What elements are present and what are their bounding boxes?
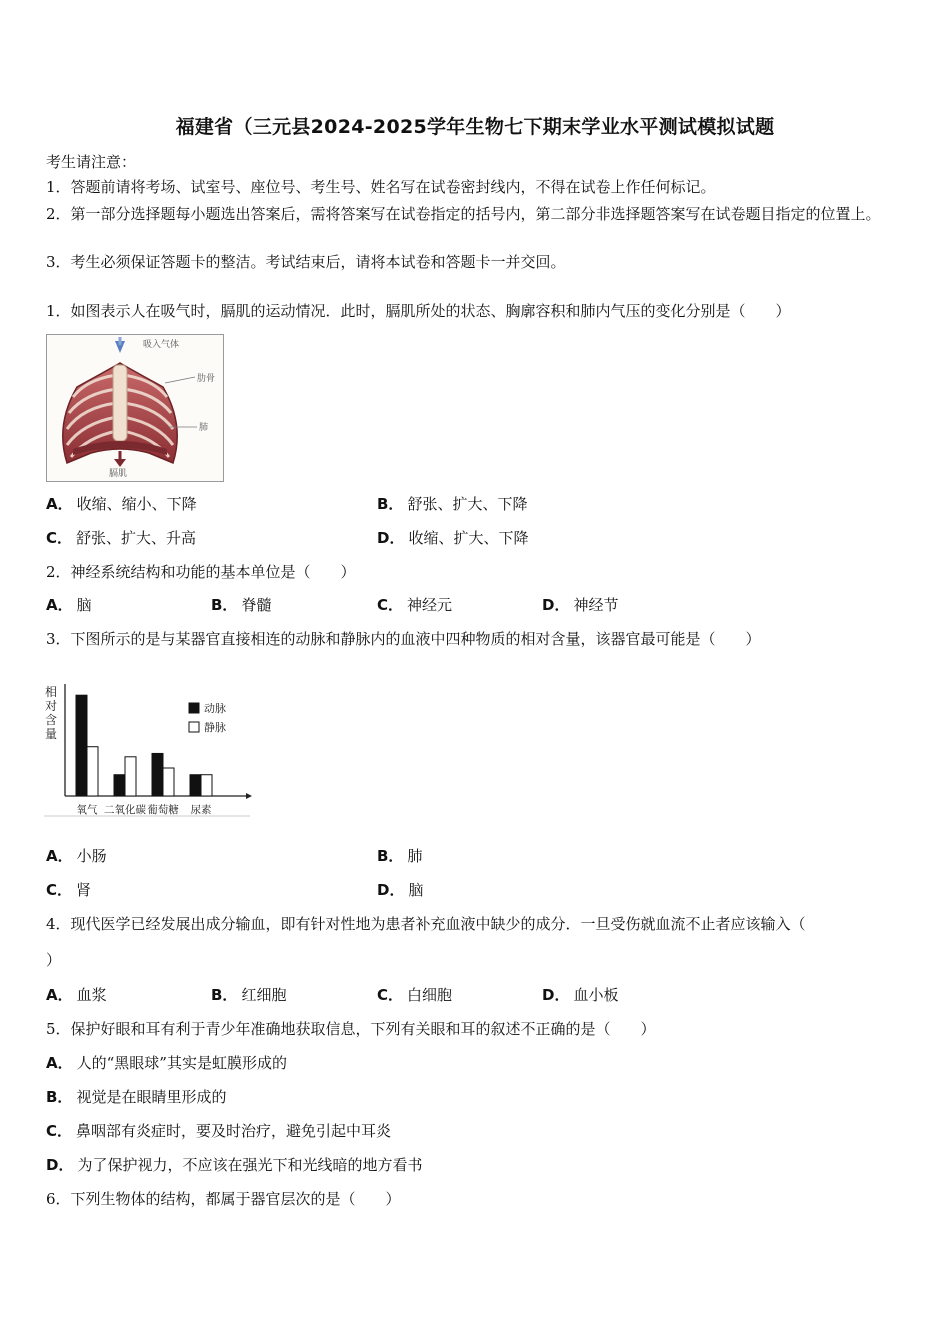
notice-item-3: 3．考生必须保证答题卡的整洁。考试结束后，请将本试卷和答题卡一并交回。 xyxy=(46,253,566,271)
notice-heading: 考生请注意： xyxy=(46,153,137,171)
q3-option-a: A． 小肠 xyxy=(46,847,107,865)
bar-artery-2 xyxy=(152,753,163,796)
bar-artery-1 xyxy=(114,775,125,796)
label-rib: 肋骨 xyxy=(197,374,216,384)
q4-option-b: B． 红细胞 xyxy=(211,986,287,1004)
legend xyxy=(189,701,226,734)
q1-option-c: C． 舒张、扩大、升高 xyxy=(46,529,197,547)
legend-swatch-vein xyxy=(189,722,199,732)
q2-option-d: D． 神经节 xyxy=(542,596,619,614)
q4-stem: 4．现代医学已经发展出成分输血，即有针对性地为患者补充血液中缺少的成分．一旦受伤就血流不止者应该输入（ xyxy=(46,915,806,933)
category-label-2: 葡萄糖 xyxy=(147,804,179,816)
legend-label-artery: 动脉 xyxy=(204,702,226,715)
q5-option-c: C． 鼻咽部有炎症时，要及时治疗，避免引起中耳炎 xyxy=(46,1122,392,1140)
q3-option-d: D． 脑 xyxy=(377,881,424,899)
q5-option-a: A． 人的“黑眼球”其实是虹膜形成的 xyxy=(46,1054,287,1072)
q3-option-c: C． 肾 xyxy=(46,881,92,899)
q6-stem: 6．下列生物体的结构，都属于器官层次的是（ ） xyxy=(46,1190,401,1208)
q3-option-b: B． 肺 xyxy=(377,847,423,865)
notice-item-1: 1．答题前请将考场、试室号、座位号、考生号、姓名写在试卷密封线内，不得在试卷上作任何标记。 xyxy=(46,178,716,196)
label-lung: 肺 xyxy=(199,423,209,433)
q1-option-a: A． 收缩、缩小、下降 xyxy=(46,495,197,513)
q3-stem: 3．下图所示的是与某器官直接相连的动脉和静脉内的血液中四种物质的相对含量，该器官最可能是（ ） xyxy=(46,630,761,648)
y-label-char-3: 量 xyxy=(44,727,58,741)
q5-option-d: D． 为了保护视力，不应该在强光下和光线暗的地方看书 xyxy=(46,1156,423,1174)
q2-option-b: B． 脊髓 xyxy=(211,596,272,614)
legend-swatch-artery xyxy=(189,703,199,713)
bar-artery-0 xyxy=(76,695,87,796)
q4-option-c: C． 白细胞 xyxy=(377,986,453,1004)
x-axis-arrow-icon xyxy=(246,793,252,799)
q4-option-d: D． 血小板 xyxy=(542,986,619,1004)
y-label-char-2: 含 xyxy=(44,713,58,727)
label-diaphragm: 膈肌 xyxy=(109,469,128,479)
q4-stem-end: ） xyxy=(46,951,62,969)
ribcage-illustration xyxy=(47,335,223,481)
legend-label-vein: 静脉 xyxy=(204,721,226,734)
y-axis-label xyxy=(45,684,57,741)
category-label-0: 氧气 xyxy=(76,804,98,816)
y-label-char-1: 对 xyxy=(44,699,58,713)
diaphragm-down-arrow-icon xyxy=(114,459,126,467)
category-labels xyxy=(77,803,212,816)
bar-vein-3 xyxy=(201,775,212,796)
q2-option-a: A． 脑 xyxy=(46,596,92,614)
q2-option-c: C． 神经元 xyxy=(377,596,453,614)
notice-item-2: 2．第一部分选择题每小题选出答案后，需将答案写在试卷指定的括号内，第二部分非选择题答案写在试卷题目指定的位置上。 xyxy=(46,205,881,223)
q4-option-a: A． 血浆 xyxy=(46,986,107,1004)
q2-stem: 2．神经系统结构和功能的基本单位是（ ） xyxy=(46,563,356,581)
q1-option-d: D． 收缩、扩大、下降 xyxy=(377,529,529,547)
bar-vein-1 xyxy=(125,757,136,796)
page-title: 福建省（三元县2024-2025学年生物七下期末学业水平测试模拟试题 xyxy=(175,116,775,138)
bar-vein-0 xyxy=(87,747,98,796)
bar-vein-2 xyxy=(163,768,174,796)
q1-stem: 1．如图表示人在吸气时，膈肌的运动情况．此时，膈肌所处的状态、胸廓容积和肺内气压的变化分别是（ ） xyxy=(46,302,791,320)
bar-chart-svg xyxy=(40,672,255,822)
q5-stem: 5．保护好眼和耳有利于青少年准确地获取信息，下列有关眼和耳的叙述不正确的是（ ） xyxy=(46,1020,656,1038)
y-label-char-0: 相 xyxy=(44,685,58,699)
category-label-1: 二氧化碳 xyxy=(104,804,146,816)
blood-content-chart xyxy=(40,672,255,822)
ribcage-figure xyxy=(46,334,224,482)
q1-option-b: B． 舒张、扩大、下降 xyxy=(377,495,528,513)
category-label-3: 尿素 xyxy=(190,804,212,816)
label-air: 吸入气体 xyxy=(143,340,180,350)
bar-artery-3 xyxy=(190,775,201,796)
q5-option-b: B． 视觉是在眼睛里形成的 xyxy=(46,1088,227,1106)
